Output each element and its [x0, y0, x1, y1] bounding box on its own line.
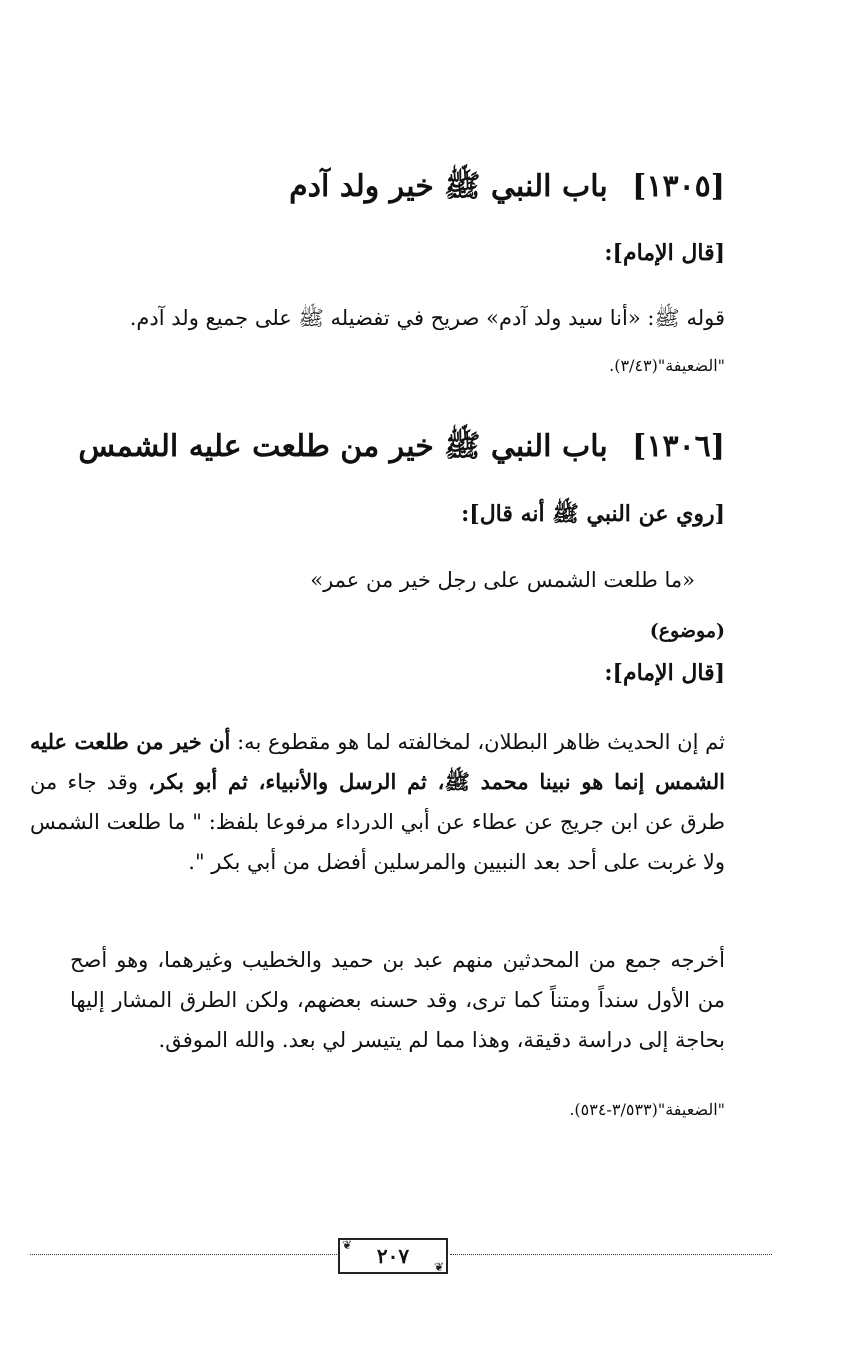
section-1306-number: [١٣٠٦]	[632, 429, 725, 464]
ornament-icon: ❦	[342, 1238, 353, 1252]
imam-said-label-1: [قال الإمام]:	[604, 240, 725, 266]
section-1305-number: [١٣٠٥]	[632, 169, 725, 204]
footer-dotted-rule-left	[30, 1254, 337, 1255]
section-1306-heading	[30, 428, 725, 471]
commentary-lead: ثم إن الحديث ظاهر البطلان، لمخالفته لما هو مقطوع به:	[230, 730, 725, 754]
section-1305-body: قوله ﷺ: «أنا سيد ولد آدم» صريح في تفضيله ﷺ على جميع ولد آدم.	[129, 306, 725, 330]
page-number: ٢٠٧	[376, 1244, 410, 1268]
section-1305-heading	[30, 168, 725, 211]
grade-label: (موضوع)	[649, 620, 725, 642]
section-1305-citation: "الضعيفة"(٣/٤٣).	[609, 356, 725, 375]
narrated-label: [روي عن النبي ﷺ أنه قال]:	[461, 501, 725, 527]
commentary-bold-statement: أن خير من طلعت عليه الشمس إنما هو نبينا محمد ﷺ، ثم الرسل والأنبياء، ثم أبو بكر،	[30, 729, 725, 794]
ornament-icon: ❦	[433, 1260, 444, 1274]
hadith-text: «ما طلعت الشمس على رجل خير من عمر»	[310, 568, 695, 592]
imam-said-label-2: [قال الإمام]:	[604, 660, 725, 686]
page-number-frame	[338, 1238, 448, 1274]
section-1306-title: باب النبي ﷺ خير من طلعت عليه الشمس	[78, 429, 608, 464]
footer-dotted-rule-right	[450, 1254, 772, 1255]
commentary-paragraph-1	[30, 722, 725, 882]
section-1305-title: باب النبي ﷺ خير ولد آدم	[289, 169, 608, 204]
section-1306-citation: "الضعيفة"(٣/٥٣٣-٥٣٤).	[569, 1100, 725, 1119]
commentary-paragraph-2: أخرجه جمع من المحدثين منهم عبد بن حميد والخطيب وغيرهما، وهو أصح من الأول سنداً ومتناً كما ترى، وقد حسنه بعضهم، ولكن الطرق المشار إليها بحاجة إلى دراسة دقيقة، وهذا مما لم يتيسر لي بعد. والله الموفق.	[70, 948, 725, 1052]
commentary-tail: وقد جاء من طرق عن ابن جريج عن عطاء عن أبي الدرداء مرفوعا بلفظ: " ما طلعت الشمس ولا غربت على أحد بعد النبيين والمرسلين أفضل من أبي بكر ".	[30, 770, 725, 874]
